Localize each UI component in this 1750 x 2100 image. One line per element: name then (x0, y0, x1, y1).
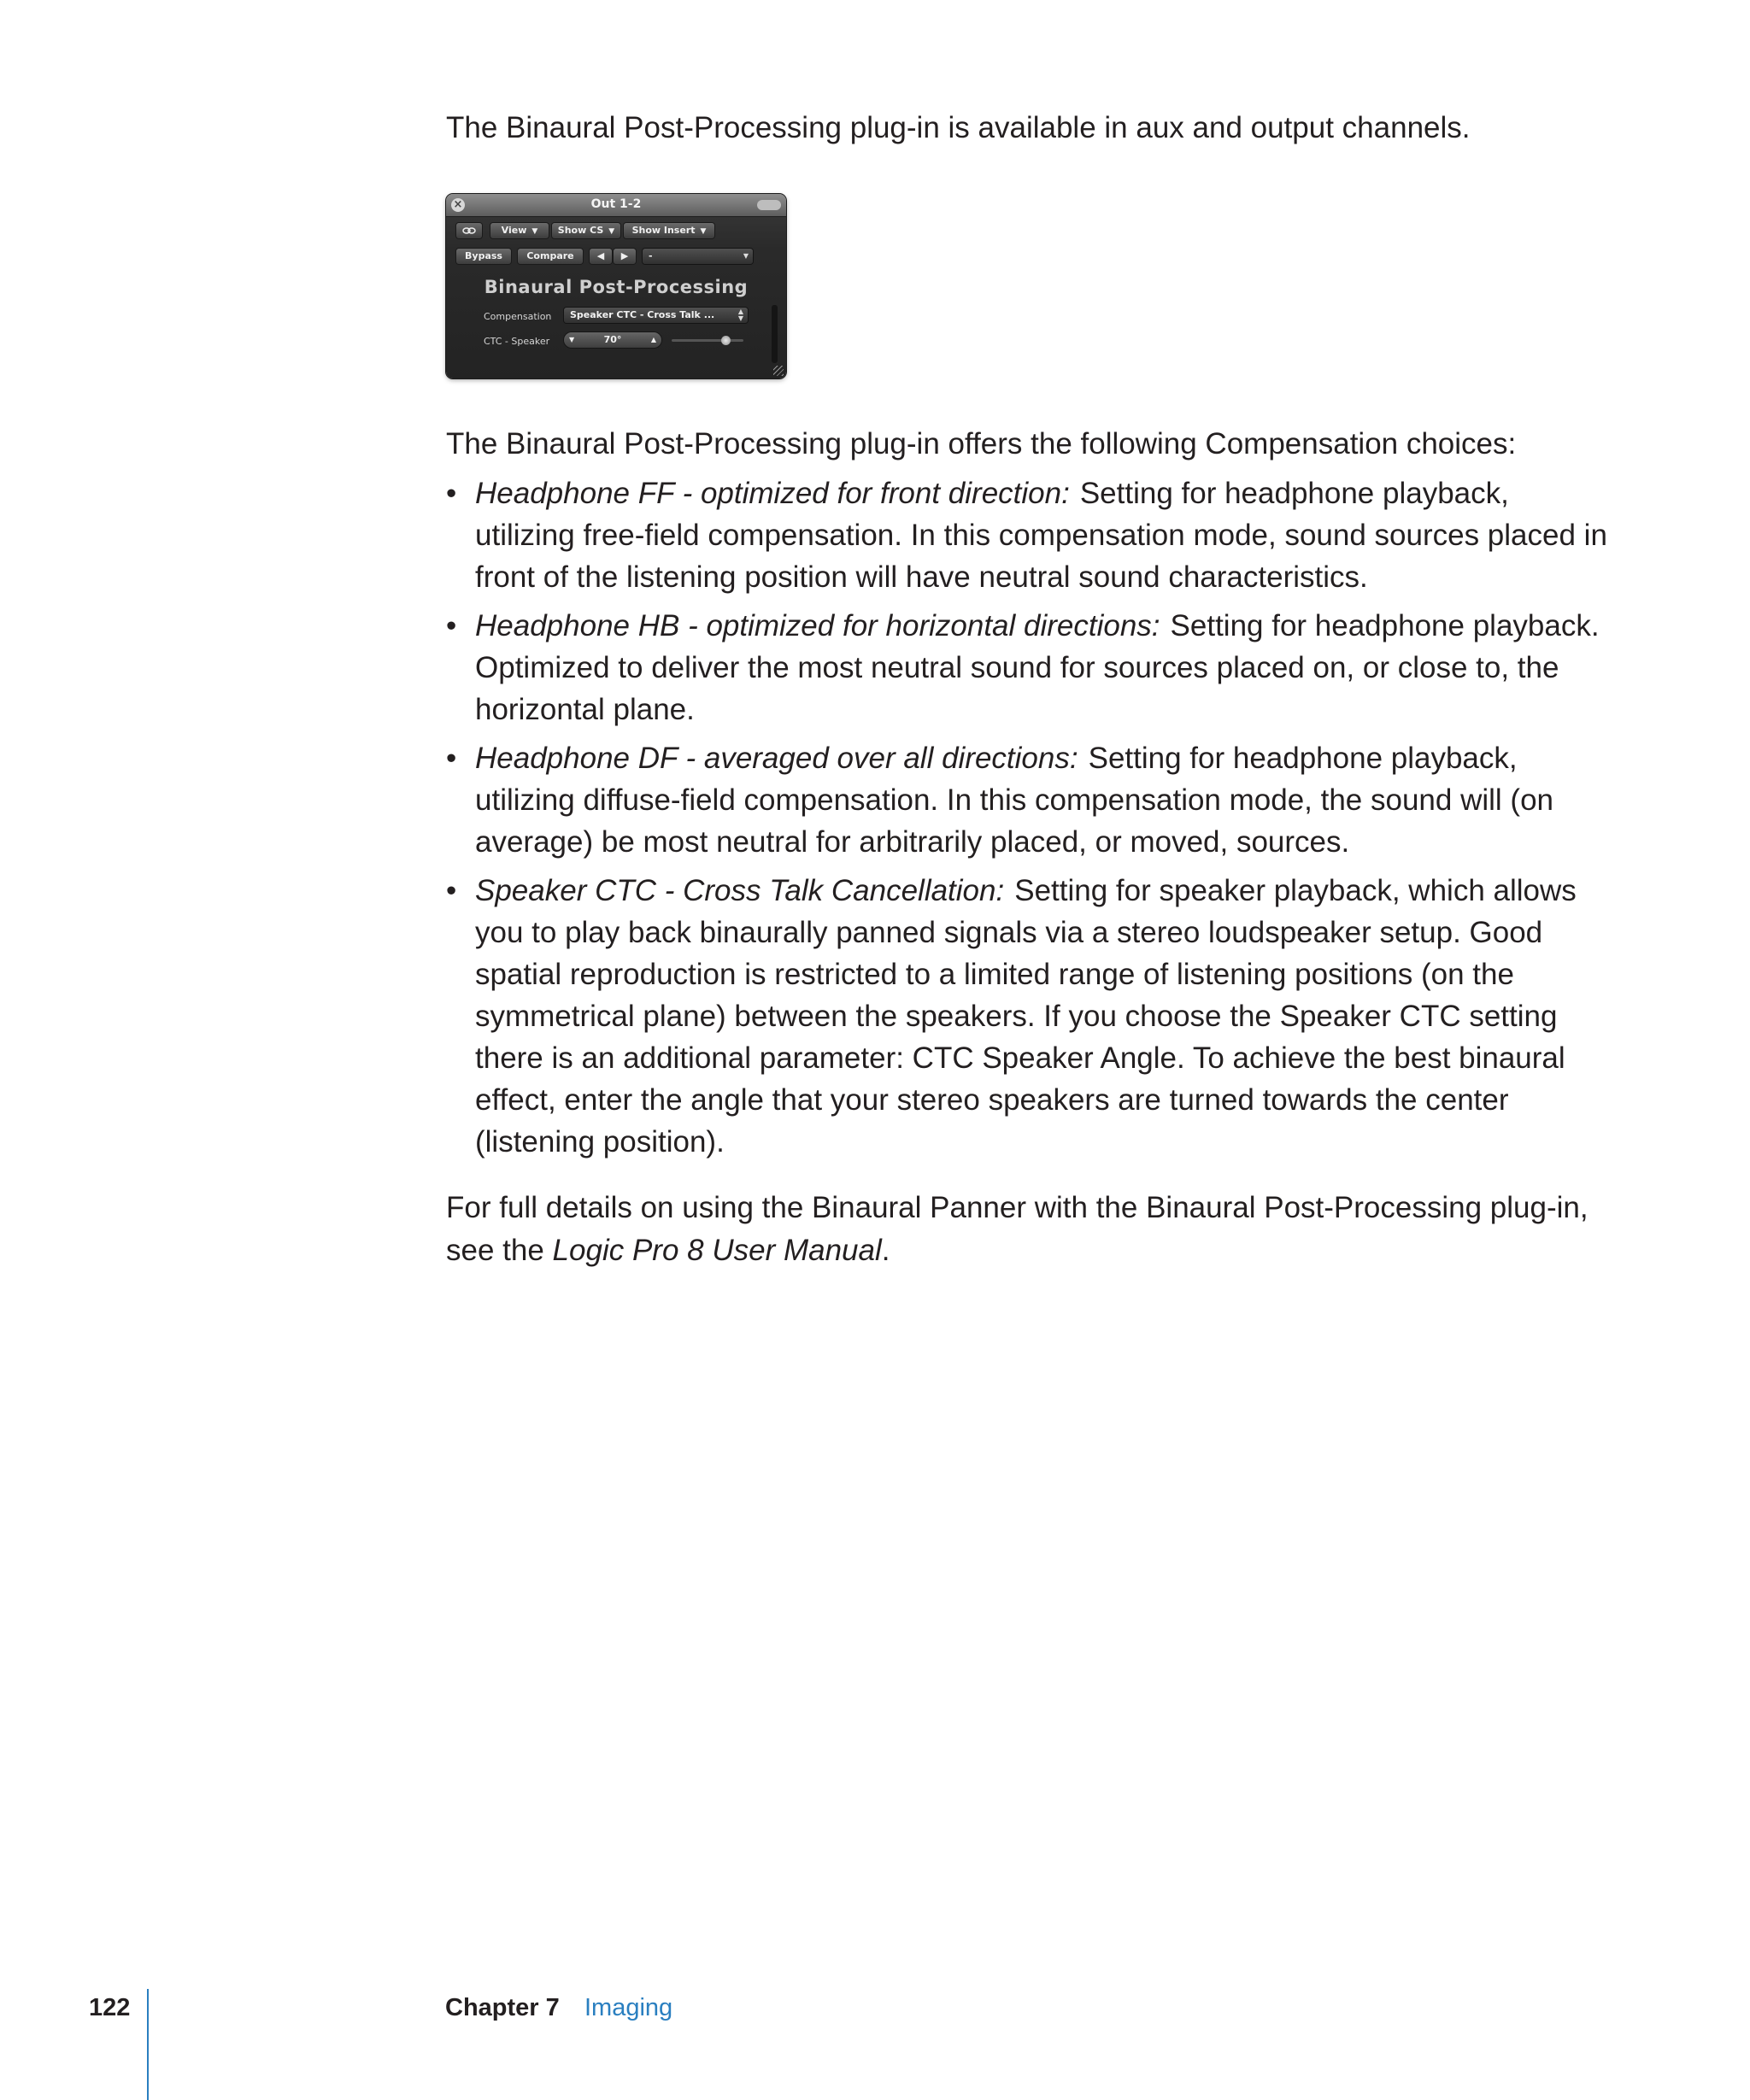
plugin-window-title: Out 1-2 (590, 197, 642, 211)
choice-description: Setting for speaker playback, which allows you to play back binaurally panned signals via a stereo loudspeaker setup. Good spatial reproduction is restricted to a limited range of listening positions (on the symmetrical plane) between the speakers. If you choose the Speaker CTC setting there is an additional parameter: CTC Speaker Angle. To achieve the best binaural effect, enter the angle that your stereo speakers are turned towards the center (listening position). (475, 874, 1577, 1159)
choice-term: Headphone DF - averaged over all directions: (475, 742, 1078, 775)
chevron-down-icon: ▼ (743, 252, 749, 260)
choice-term: Speaker CTC - Cross Talk Cancellation: (475, 874, 1005, 907)
preset-menu-value: - (649, 250, 653, 261)
footer-divider (147, 1989, 149, 2100)
close-icon[interactable]: × (451, 198, 465, 212)
link-icon[interactable] (456, 223, 482, 238)
show-insert-button[interactable] (624, 223, 714, 238)
ctc-speaker-value-field[interactable] (564, 332, 661, 348)
choice-term: Headphone HB - optimized for horizontal directions: (475, 609, 1160, 642)
page-content (446, 107, 1608, 1272)
show-cs-button[interactable] (552, 223, 620, 238)
list-item (446, 605, 1608, 730)
show-cs-label: Show CS (557, 225, 604, 236)
ctc-speaker-value: 70° (603, 334, 622, 345)
ctc-speaker-slider-knob[interactable] (721, 336, 731, 345)
view-menu-label: View (501, 225, 527, 236)
bullet-icon: • (446, 477, 457, 510)
compensation-menu-value: Speaker CTC - Cross Talk ... (570, 309, 715, 320)
page-number: 122 (89, 1994, 131, 2021)
choice-description: Setting for headphone playback, utilizing free-field compensation. In this compensation mode, sound sources placed in front of the listening position will have neutral sound characteristics. (475, 477, 1607, 594)
chapter-title-link[interactable]: Imaging (584, 1994, 673, 2021)
compare-button[interactable]: Compare (518, 249, 583, 264)
bullet-icon: • (446, 742, 457, 775)
show-insert-label: Show Insert (631, 225, 696, 236)
resize-grip-icon[interactable] (773, 366, 784, 376)
chevron-down-icon: ▼ (608, 227, 615, 236)
intro-paragraph: The Binaural Post-Processing plug-in is available in aux and output channels. (446, 111, 1471, 144)
choice-term: Headphone FF - optimized for front direction: (475, 477, 1070, 510)
increment-arrow-icon[interactable]: ▲ (650, 336, 656, 343)
plugin-scrollbar[interactable] (772, 305, 778, 363)
preset-menu[interactable] (643, 249, 753, 264)
manual-title: Logic Pro 8 User Manual (552, 1234, 882, 1267)
plugin-heading: Binaural Post-Processing (484, 277, 749, 297)
decrement-arrow-icon[interactable]: ▼ (569, 336, 575, 343)
list-item (446, 870, 1608, 1163)
outro-period: . (881, 1234, 890, 1267)
previous-preset-icon[interactable]: ◀ (590, 249, 612, 264)
choice-description: Setting for headphone playback, utilizing diffuse-field compensation. In this compensation mode, the sound will (on average) be most neutral for arbitrarily placed, or moved, sources. (475, 742, 1553, 859)
chevron-down-icon: ▼ (531, 227, 538, 236)
zoom-button[interactable] (757, 200, 781, 210)
chevron-down-icon: ▼ (700, 227, 707, 236)
plugin-window-screenshot (446, 194, 786, 378)
view-menu-button[interactable] (490, 223, 549, 238)
list-item (446, 737, 1608, 863)
choice-description: Setting for headphone playback. Optimized to deliver the most neutral sound for sources placed on, or close to, the horizontal plane. (475, 609, 1600, 726)
compensation-choices-list (446, 472, 1608, 1163)
bypass-button[interactable]: Bypass (456, 249, 511, 264)
outro-text: For full details on using the Binaural Panner with the Binaural Post-Processing plug-in, see the (446, 1191, 1589, 1267)
bullet-icon: • (446, 874, 457, 907)
list-item (446, 472, 1608, 598)
stepper-arrows-icon: ▲ ▼ (737, 308, 743, 322)
next-preset-icon[interactable]: ▶ (614, 249, 636, 264)
compensation-label: Compensation (484, 311, 552, 322)
outro-paragraph (446, 1187, 1608, 1272)
compensation-menu[interactable] (564, 308, 748, 323)
chapter-label: Chapter 7 (445, 1994, 560, 2021)
ctc-speaker-slider-track[interactable] (672, 339, 743, 342)
bullet-icon: • (446, 609, 457, 642)
ctc-speaker-label: CTC - Speaker (484, 336, 550, 347)
plugin-title-bar (446, 194, 786, 217)
lead-paragraph: The Binaural Post-Processing plug-in offers the following Compensation choices: (446, 427, 1517, 460)
